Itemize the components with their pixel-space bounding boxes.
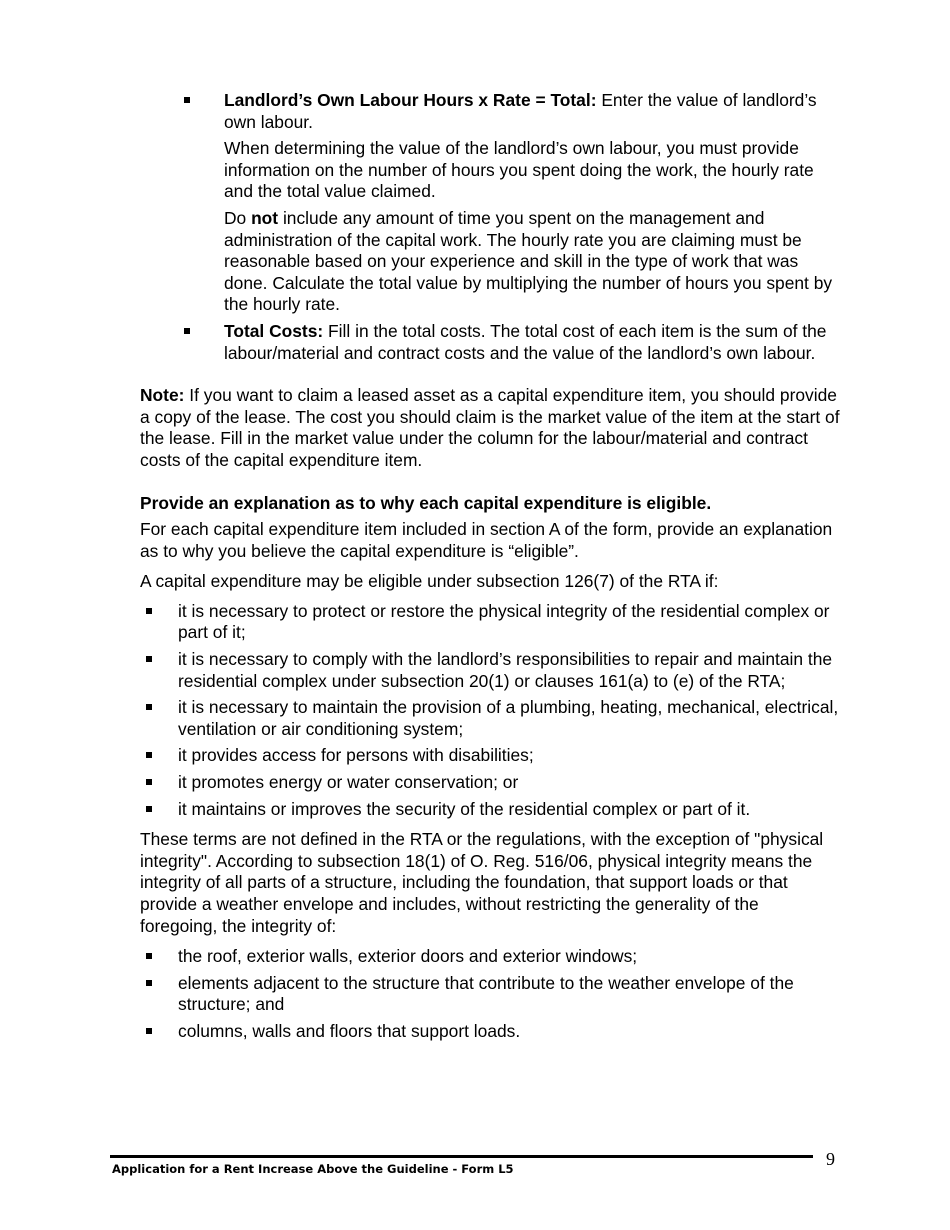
total-costs-bullet	[140, 321, 840, 364]
eligible-list	[140, 601, 840, 820]
note-text: If you want to claim a leased asset as a capital expenditure item, you should provide a copy of the lease. The cost you should claim is the market value of the item at the start of the lease. Fill in the market value under the column for the labour/material and contract costs of the capital expenditure item.	[140, 385, 840, 470]
list-item	[140, 697, 840, 740]
list-item	[140, 973, 840, 1016]
list-item-text: columns, walls and floors that support loads.	[178, 1020, 521, 1041]
bullet-square-icon	[146, 779, 152, 785]
list-item	[140, 946, 840, 968]
bullet-square-icon	[184, 328, 190, 334]
list-item-text: it is necessary to protect or restore the physical integrity of the residential complex or part of it;	[178, 600, 830, 643]
labour-text: Enter the value of landlord’s own labour.	[224, 90, 817, 132]
bullet-square-icon	[146, 656, 152, 662]
list-item	[140, 1021, 840, 1043]
labour-para-2-start: Do	[224, 207, 252, 228]
list-item	[140, 601, 840, 644]
bullet-square-icon	[146, 704, 152, 710]
footer-form-title: Application for a Rent Increase Above the Guideline - Form L5	[112, 1162, 514, 1176]
labour-para-2	[224, 208, 840, 316]
total-costs-text	[224, 321, 840, 364]
list-item-text: it is necessary to comply with the landlord’s responsibilities to repair and maintain the residential complex under subsection 20(1) or clauses 161(a) to (e) of the RTA;	[178, 649, 833, 691]
bullet-square-icon	[146, 806, 152, 812]
labour-bullet	[140, 90, 840, 133]
list-item-text: it is necessary to maintain the provision of a plumbing, heating, mechanical, electrical, ventilation or air conditioning system;	[178, 697, 839, 739]
list-item	[140, 745, 840, 767]
list-item	[140, 649, 840, 692]
total-costs-body: Fill in the total costs. The total cost of each item is the sum of the labour/material and contract costs and the value of the landlord’s own labour.	[224, 320, 827, 363]
labour-label: Landlord’s Own Labour Hours x Rate = Total:	[224, 90, 597, 110]
bullet-square-icon	[146, 608, 152, 614]
eligible-intro: A capital expenditure may be eligible under subsection 126(7) of the RTA if:	[140, 571, 719, 592]
list-item	[140, 772, 840, 794]
note-label: Note:	[140, 385, 185, 406]
labour-para-1: When determining the value of the landlord’s own labour, you must provide information on the number of hours you spent doing the work, the hourly rate and the total value claimed.	[224, 138, 814, 202]
section-intro: For each capital expenditure item included in section A of the form, provide an explanation as to why you believe the capital expenditure is “eligible”.	[140, 519, 833, 561]
bullet-square-icon	[146, 980, 152, 986]
page-content	[140, 90, 840, 1043]
total-costs-label: Total Costs:	[224, 320, 324, 341]
note-paragraph	[140, 385, 840, 471]
bullet-square-icon	[146, 953, 152, 959]
bullet-square-icon	[184, 97, 190, 103]
bullet-square-icon	[146, 752, 152, 758]
list-item-text: it maintains or improves the security of the residential complex or part of it.	[178, 798, 751, 819]
labour-para-2-rest: include any amount of time you spent on the management and administration of the capital work. The hourly rate you are claiming must be reasonable based on your experience and skill in the type of work that was done. Calculate the total value by multiplying the number of hours you spent by the hourly rate.	[224, 207, 833, 315]
bullet-square-icon	[146, 1028, 152, 1034]
list-item-text: it provides access for persons with disabilities;	[178, 745, 534, 766]
labour-bullet-text	[224, 90, 840, 133]
section-heading: Provide an explanation as to why each capital expenditure is eligible.	[140, 492, 712, 513]
list-item-text: elements adjacent to the structure that contribute to the weather envelope of the structure; and	[178, 972, 794, 1015]
list-item	[140, 799, 840, 821]
footer-divider	[110, 1155, 813, 1158]
terms-paragraph: These terms are not defined in the RTA or the regulations, with the exception of "physical integrity". According to subsection 18(1) of O. Reg. 516/06, physical integrity means the integrity of all parts of a structure, including the foundation, that support loads or that provide a weather envelope and includes, without restricting the generality of the foregoing, the integrity of:	[140, 829, 824, 936]
integrity-list	[140, 946, 840, 1042]
labour-para-2-bold: not	[251, 207, 279, 228]
page-number: 9	[826, 1149, 835, 1169]
list-item-text: it promotes energy or water conservation; or	[178, 772, 519, 793]
list-item-text: the roof, exterior walls, exterior doors and exterior windows;	[178, 946, 638, 967]
